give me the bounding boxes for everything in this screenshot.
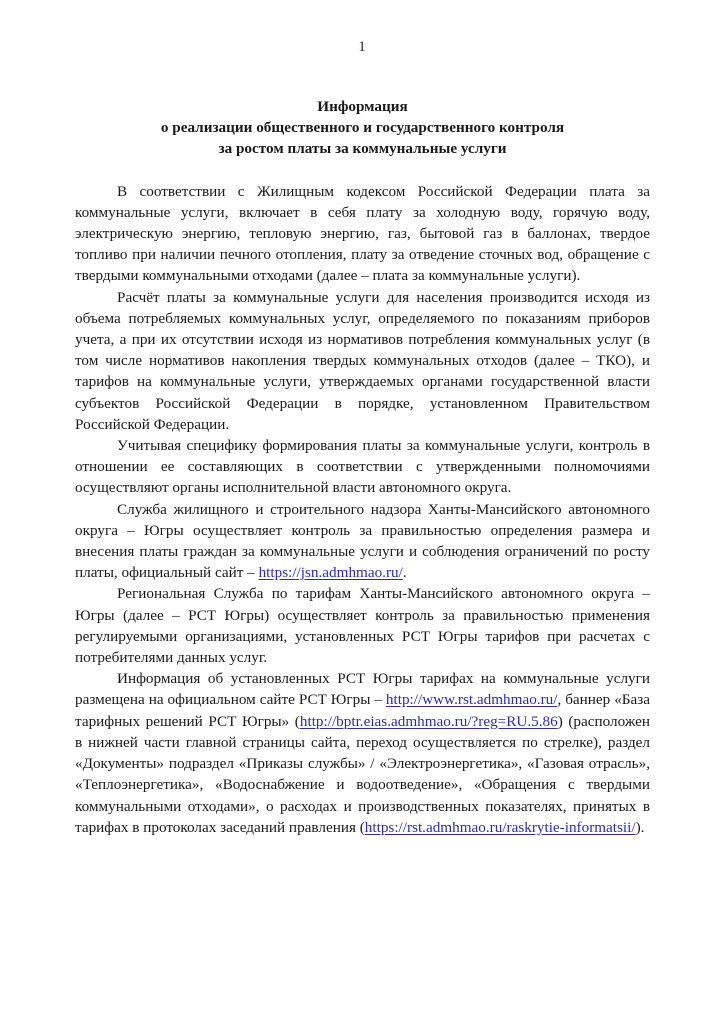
title-line-3: за ростом платы за коммунальные услуги: [218, 140, 507, 158]
link-bptr-eias-admhmao[interactable]: http://bptr.eias.admhmao.ru/?reg=RU.5.86: [299, 712, 558, 730]
link-jsn-admhmao[interactable]: https://jsn.admhmao.ru/: [258, 564, 403, 582]
link-rst-admhmao[interactable]: http://www.rst.admhmao.ru/: [385, 691, 558, 709]
paragraph-6-segment-2: , баннер «База тарифных решений РСТ Югры» (: [75, 691, 651, 730]
paragraph-2: Расчёт платы за коммунальные услуги для населения производится исходя из объема потребляемых коммунальных услуг, определяемого по показаниям приборов учета, а при их отсутствии исходя из нормативов потребления коммунальных услуг (в том числе нормативов накопления твердых коммунальных отходов (далее – ТКО), и тарифов на коммунальные услуги, утверждаемых органами государственной власти субъектов Российской Федерации в порядке, установленном Правительством Российской Федерации.: [75, 288, 650, 433]
paragraph-3: Учитывая специфику формирования платы за коммунальные услуги, контроль в отношении ее составляющих в соответствии с утвержденными полномочиями осуществляют органы исполнительной власти автономного округа.: [75, 437, 650, 497]
title-line-2: о реализации общественного и государственного контроля: [160, 119, 565, 137]
document-title: [75, 96, 650, 160]
paragraph-4-text-after-link: .: [402, 564, 407, 582]
paragraph-4-text-before-link: Служба жилищного и строительного надзора Ханты-Мансийского автономного округа – Югры осуществляет контроль за правильностью определения размера и внесения платы граждан за коммунальные услуги и соблюдения ограничений по росту платы, официальный сайт –: [75, 500, 650, 582]
page-number: 1: [358, 39, 366, 55]
paragraph-1: В соответствии с Жилищным кодексом Российской Федерации плата за коммунальные услуги, включает в себя плату за холодную воду, горячую воду, электрическую энергию, тепловую энергию, газ, бытовой газ в баллонах, твердое топливо при наличии печного отопления, плату за отведение сточных вод, обращение с твердыми коммунальными отходами (далее – плата за коммунальные услуги).: [75, 182, 650, 285]
document-body: [75, 96, 650, 838]
paragraph-4: [75, 499, 650, 584]
paragraph-6-segment-3: ) (расположен в нижней части главной страницы сайта, переход осуществляется по стрелке), раздел «Документы» подраздел «Приказы службы» / «Электроэнергетика», «Газовая отрасль», «Теплоэнергетика», «Водоснабжение и водоотведение», «Обращения с твердыми коммунальными отходами», о расходах и производственных показателях, принятых в тарифах в протоколах заседаний правления (: [75, 712, 650, 836]
paragraph-5: Региональная Служба по тарифам Ханты-Мансийского автономного округа – Югры (далее – РСТ Югры) осуществляет контроль за правильностью применения регулируемыми организациями, установленных РСТ Югры тарифов при расчетах с потребителями данных услуг.: [75, 585, 650, 667]
title-line-1: Информация: [317, 98, 408, 115]
link-rst-raskrytie-informatsii[interactable]: https://rst.admhmao.ru/raskrytie-informatsii/: [364, 818, 636, 836]
title-spacer: [75, 160, 650, 181]
body-text: [75, 181, 650, 838]
paragraph-6-segment-1: Информация об установленных РСТ Югры тарифах на коммунальные услуги размещена на официальном сайте РСТ Югры –: [75, 670, 650, 709]
paragraph-6-segment-4: ).: [635, 818, 645, 836]
paragraph-6: [75, 668, 650, 838]
